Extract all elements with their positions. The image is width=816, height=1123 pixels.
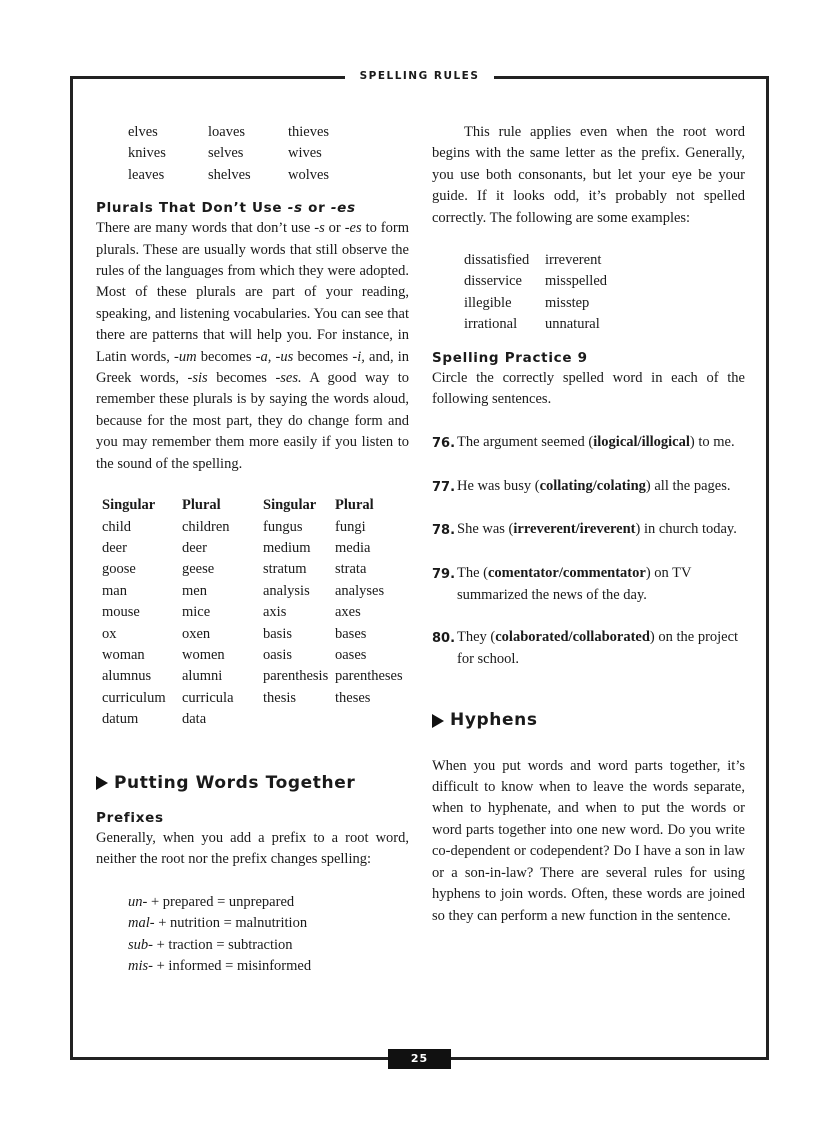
list-item: illegible — [464, 294, 512, 311]
table-cell: men — [182, 582, 207, 599]
table-row — [102, 666, 403, 687]
prefixes-heading: Prefixes — [96, 809, 164, 826]
list-item: irrational — [464, 316, 518, 333]
hyphens-paragraph: When you put words and word parts together, it’s difficult to know when to leave the words separate, when to hyphenate, and when to put the words or word parts together into one new word. Do you write co-dependent or codependent? Do I have a son in law or a son-in-law? There are several rules for using hyphens to join words. Often, these words are joined so they can perform a new function in the sentence. — [432, 757, 745, 924]
table-row — [102, 709, 403, 730]
table-row — [102, 559, 403, 580]
table-cell: mouse — [102, 604, 140, 621]
list-item: loaves — [208, 124, 246, 140]
answer-choices: ilogical/illogical — [593, 433, 690, 450]
table-cell: medium — [263, 539, 311, 556]
list-item: elves — [128, 124, 158, 140]
table-cell: alumni — [182, 668, 223, 685]
plurals-heading: Plurals That Don’t Use -s or -es — [96, 200, 356, 217]
rule-paragraph: This rule applies even when the root word begins with the same letter as the prefix. Generally, you use both consonants, but let your eye be your guide. If it looks odd, it’s probably not spelled correctly. The following are some examples: — [432, 124, 745, 226]
prefix-examples — [128, 892, 409, 978]
list-item: misstep — [545, 294, 590, 311]
table-cell: curriculum — [102, 689, 166, 706]
table-cell: oasis — [263, 646, 292, 663]
table-cell: women — [182, 646, 225, 663]
list-item: disservice — [464, 273, 522, 290]
table-cell: strata — [335, 561, 367, 578]
table-cell: deer — [182, 539, 207, 556]
practice-intro: Circle the correctly spelled word in each of the following sentences. — [432, 369, 745, 408]
table-cell: mice — [182, 604, 211, 621]
table-cell: analyses — [335, 582, 385, 599]
column-header: Plural — [182, 497, 221, 514]
practice-number: 79. — [432, 567, 456, 583]
list-item: leaves — [128, 166, 165, 183]
practice-heading: Spelling Practice 9 — [432, 349, 588, 366]
table-row — [102, 538, 403, 559]
answer-choices: comentator/commentator — [488, 565, 646, 582]
frame-top-left-rule — [70, 76, 345, 79]
answer-choices: colaborated/collaborated — [495, 629, 650, 646]
column-header: Singular — [102, 497, 156, 514]
double-consonant-examples — [464, 250, 745, 336]
table-cell: oases — [335, 646, 367, 663]
table-cell: parenthesis — [263, 668, 329, 685]
table-cell: geese — [182, 561, 215, 578]
left-column — [96, 122, 409, 977]
prefixes-paragraph: Generally, when you add a prefix to a root word, neither the root nor the prefix changes spelling: — [96, 829, 409, 868]
table-row — [102, 645, 403, 666]
table-cell: man — [102, 582, 127, 599]
table-cell: thesis — [263, 689, 297, 706]
table-cell: children — [182, 518, 230, 535]
running-head: SPELLING RULES — [359, 70, 480, 82]
table-cell: fungus — [263, 518, 303, 535]
table-cell: bases — [335, 625, 367, 642]
hyphens-heading: Hyphens — [432, 710, 745, 731]
list-item: mal- + nutrition = malnutrition — [128, 915, 308, 932]
table-row — [102, 624, 403, 645]
table-cell — [263, 709, 335, 730]
plurals-paragraph: There are many words that don’t use -s or -es to form plurals. These are usually words that still observe the rules of the languages from which they were adopted. Most of these plurals are part of your reading, speaking, and listening vocabularies. You can see that there are patterns that will help you. For instance, in Latin words, -um becomes -a, -us becomes -i, and, in Greek words, -sis becomes -ses. A good way to remember these plurals is by saying the words aloud, because for the most part, they do change form and you may remember them more easily if you listen to the sound of the spelling. — [96, 220, 410, 472]
f-plurals-list — [128, 122, 409, 186]
table-cell — [335, 709, 403, 730]
frame-left-rule — [70, 76, 73, 1060]
practice-number: 77. — [432, 479, 456, 495]
list-item: sub- + traction = subtraction — [128, 936, 293, 953]
list-item: selves — [208, 145, 244, 162]
table-cell: goose — [102, 561, 136, 578]
table-row — [102, 581, 403, 602]
practice-number: 76. — [432, 435, 456, 451]
table-row — [102, 517, 403, 538]
table-cell: parentheses — [335, 668, 403, 685]
putting-words-together-heading: Putting Words Together — [96, 773, 409, 794]
table-cell: curricula — [182, 689, 234, 706]
practice-list — [432, 432, 745, 670]
practice-item: 79. The (comentator/commentator) on TV summarized the news of the day. — [432, 563, 745, 606]
frame-top-right-rule — [494, 76, 769, 79]
list-item: un- + prepared = unprepared — [128, 893, 295, 910]
triangle-bullet-icon — [432, 714, 444, 728]
column-header: Singular — [263, 497, 317, 514]
table-cell: analysis — [263, 582, 310, 599]
practice-item: 78. She was (irreverent/ireverent) in church today. — [432, 519, 745, 541]
list-item: mis- + informed = misinformed — [128, 958, 312, 974]
list-item: thieves — [288, 124, 330, 140]
list-item: knives — [128, 145, 166, 162]
answer-choices: irreverent/ireverent — [513, 521, 636, 538]
column-header: Plural — [335, 497, 374, 514]
list-item: shelves — [208, 166, 251, 183]
list-item: wolves — [288, 166, 330, 183]
table-cell: ox — [102, 625, 117, 642]
practice-item: 77. He was busy (collating/colating) all the pages. — [432, 476, 745, 498]
table-cell: oxen — [182, 625, 211, 642]
table-cell: woman — [102, 646, 145, 663]
practice-item: 76. The argument seemed (ilogical/illogical) to me. — [432, 432, 745, 454]
practice-number: 78. — [432, 523, 456, 539]
list-item: unnatural — [545, 316, 600, 333]
frame-right-rule — [766, 76, 769, 1060]
plural-table — [102, 495, 403, 730]
table-cell: stratum — [263, 561, 307, 578]
page-number: 25 — [388, 1049, 451, 1069]
table-cell: deer — [102, 539, 127, 556]
table-cell: media — [335, 539, 371, 556]
table-cell: basis — [263, 625, 292, 642]
table-cell: child — [102, 518, 131, 535]
practice-item: 80. They (colaborated/collaborated) on the project for school. — [432, 627, 745, 670]
answer-choices: collating/colating — [539, 477, 646, 494]
list-item: misspelled — [545, 273, 608, 290]
table-cell: axes — [335, 604, 361, 621]
table-row — [102, 602, 403, 623]
table-cell: data — [182, 711, 207, 728]
list-item: irreverent — [545, 252, 602, 269]
list-item: wives — [288, 145, 322, 162]
table-row — [102, 688, 403, 709]
table-cell: fungi — [335, 518, 366, 535]
list-item: dissatisfied — [464, 252, 530, 269]
table-cell: theses — [335, 689, 371, 706]
table-cell: datum — [102, 711, 139, 728]
table-cell: alumnus — [102, 668, 152, 685]
table-header-row — [102, 495, 403, 516]
table-cell: axis — [263, 604, 287, 621]
triangle-bullet-icon — [96, 776, 108, 790]
right-column — [432, 122, 745, 927]
practice-number: 80. — [432, 631, 456, 647]
